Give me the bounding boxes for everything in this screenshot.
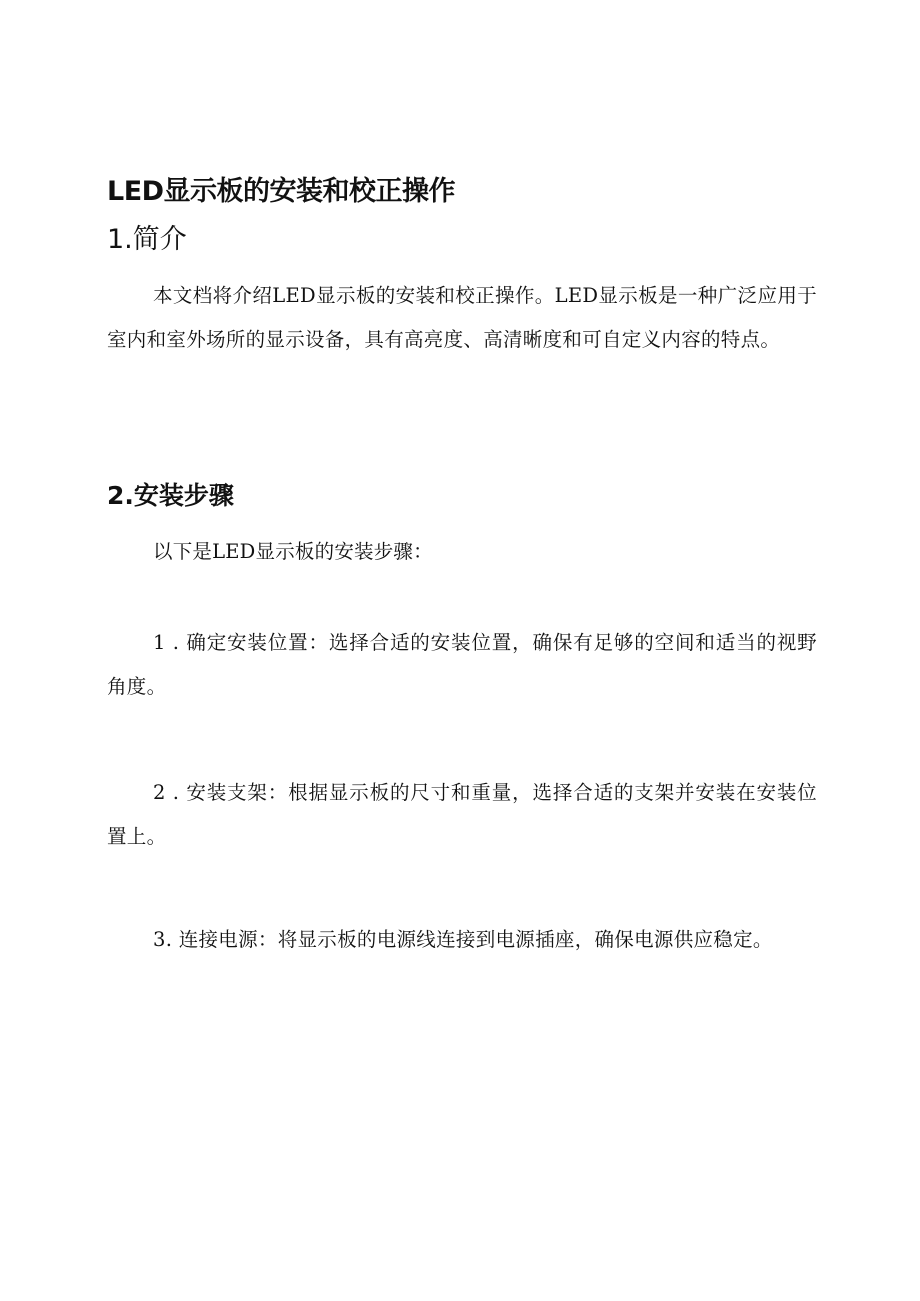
document-title: LED显示板的安装和校正操作 (107, 176, 456, 207)
install-step-3: 3. 连接电源：将显示板的电源线连接到电源插座，确保电源供应稳定。 (153, 928, 773, 951)
install-step-2: 2 . 安装支架：根据显示板的尺寸和重量，选择合适的支架并安装在安装位置上。 (107, 781, 817, 848)
section-heading-intro: 1.简介 (107, 224, 187, 255)
intro-paragraph: 本文档将介绍LED显示板的安装和校正操作。LED显示板是一种广泛应用于室内和室外场所的显示设备，具有高亮度、高清晰度和可自定义内容的特点。 (107, 284, 817, 351)
section-heading-install: 2.安装步骤 (107, 481, 234, 510)
install-lead-paragraph: 以下是LED显示板的安装步骤： (153, 540, 433, 563)
install-step-1: 1 . 确定安装位置：选择合适的安装位置，确保有足够的空间和适当的视野角度。 (107, 631, 817, 698)
